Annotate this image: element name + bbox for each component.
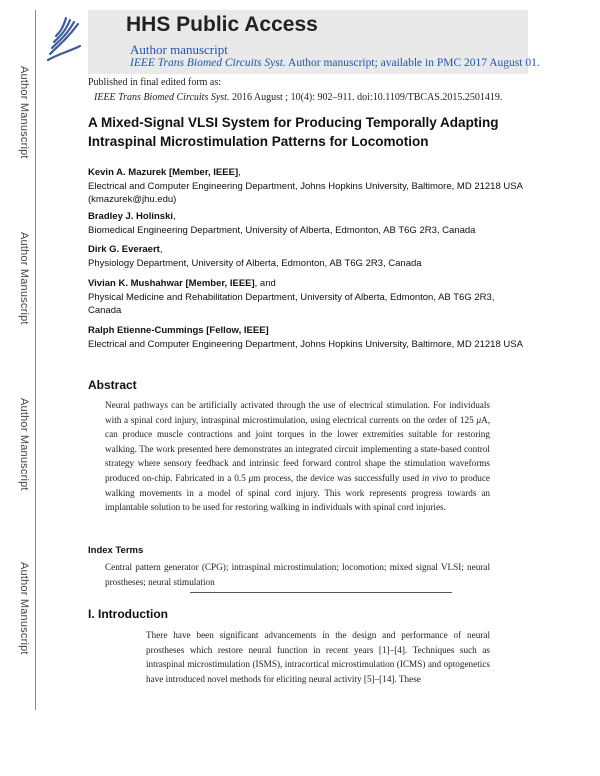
pmc-availability-line <box>130 57 540 69</box>
author-name: Vivian K. Mushahwar [Member, IEEE] <box>88 278 255 289</box>
sidebar-label-author-manuscript: Author Manuscript <box>18 398 30 491</box>
author-affiliation: Physiology Department, University of Alberta, Edmonton, AB T6G 2R3, Canada <box>88 257 422 269</box>
author-manuscript-label: Author manuscript <box>130 42 228 57</box>
introduction-text: There have been significant advancements in the design and performance of neural prostheses which restore neural function in recent years [1]–[4]. Techniques such as intraspinal microstimulation (ISMS), intracortical microstimulation (ICMS) and optogenetics have introduced novel methods for eliciting neural activity [5]–[14]. These <box>146 630 490 684</box>
author-suffix: , <box>238 167 241 178</box>
header-availability-text: Author manuscript; available in PMC 2017 August 01. <box>285 57 540 69</box>
author-affiliation: Electrical and Computer Engineering Department, Johns Hopkins University, Baltimore, MD 21218 USA <box>88 338 523 350</box>
section-divider <box>190 592 452 593</box>
author-suffix: , <box>159 244 163 255</box>
author-affiliation: Biomedical Engineering Department, University of Alberta, Edmonton, AB T6G 2R3, Canada <box>88 224 476 236</box>
author-block <box>88 166 528 207</box>
index-terms-text: Central pattern generator (CPG); intraspinal microstimulation; locomotion; mixed signal VLSI; neural prostheses; neural stimulation <box>105 562 490 587</box>
abstract-heading: Abstract <box>88 378 137 392</box>
author-name: Dirk G. Everaert <box>88 244 160 255</box>
author-block <box>88 210 528 237</box>
author-affiliation: Electrical and Computer Engineering Department, Johns Hopkins University, Baltimore, MD 21218 USA (kmazurek@jhu.edu) <box>88 180 523 205</box>
sidebar-label-author-manuscript: Author Manuscript <box>18 66 30 159</box>
hhs-eagle-icon <box>44 10 84 64</box>
sidebar-label-author-manuscript: Author Manuscript <box>18 562 30 655</box>
header-journal-name: IEEE Trans Biomed Circuits Syst. <box>130 57 286 69</box>
in-vivo-term: in vivo <box>422 472 448 483</box>
author-name: Kevin A. Mazurek [Member, IEEE] <box>88 167 239 178</box>
citation-details: 2016 August ; 10(4): 902–911. doi:10.1109/TBCAS.2015.2501419. <box>229 92 503 103</box>
author-block <box>88 243 528 270</box>
author-name: Bradley J. Holinski <box>88 211 174 222</box>
paper-title: A Mixed-Signal VLSI System for Producing Temporally Adapting Intraspinal Microstimulation Patterns for Locomotion <box>88 115 499 149</box>
citation-journal: IEEE Trans Biomed Circuits Syst. <box>94 92 230 103</box>
introduction-heading: I. Introduction <box>88 607 168 621</box>
author-block <box>88 324 528 351</box>
index-terms-heading: Index Terms <box>88 545 144 556</box>
sidebar-label-author-manuscript: Author Manuscript <box>18 232 30 325</box>
author-suffix: , <box>173 211 176 222</box>
author-block <box>88 277 528 318</box>
author-name: Ralph Etienne-Cummings [Fellow, IEEE] <box>88 325 269 336</box>
author-affiliation: Physical Medicine and Rehabilitation Department, University of Alberta, Edmonton, AB T6G 2R3, Canada <box>88 291 495 316</box>
hhs-title: HHS Public Access <box>126 13 318 36</box>
citation-line <box>94 92 502 103</box>
author-suffix: , and <box>254 278 276 289</box>
published-label: Published in final edited form as: <box>88 77 222 88</box>
sidebar-divider <box>35 10 36 710</box>
abstract-text: Neural pathways can be artificially activated through the use of electrical stimulation. For individuals with a spinal cord injury, intraspinal microstimulation, using electrical currents on the order of 125 μA, can produce muscle contractions and joint torques in the lower extremities suitable for restoring walking. The work presented here demonstrates an integrated circuit implementing a state-based control strategy where sensory feedback and intrinsic feed forward control shape the stimulation waveforms produced on-chip. Fabricated in a 0.5 μm process, the device was successfully used in vivo to produce walking movements in a model of spinal cord injury. This work represents progress towards an implantable solution to be used for restoring walking in individuals with spinal cord injuries. <box>105 400 491 513</box>
